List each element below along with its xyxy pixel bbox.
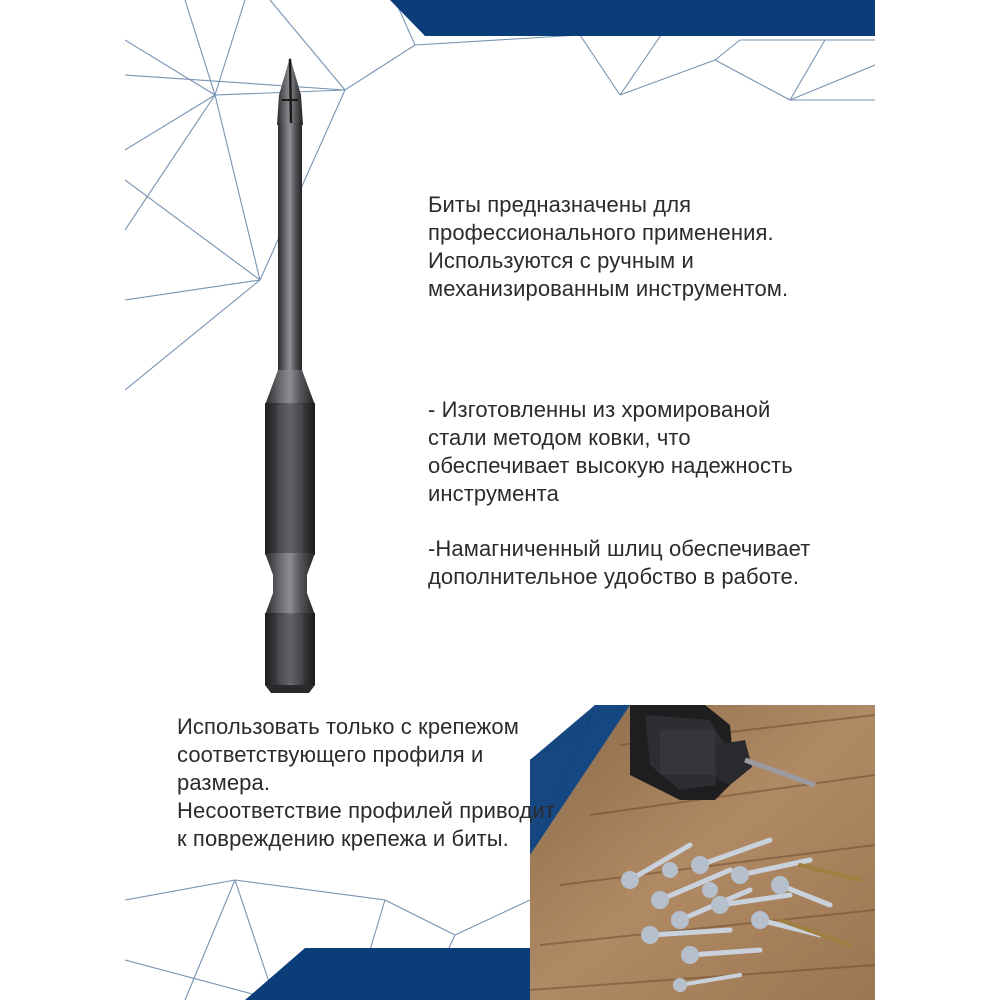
feature-magnetic-tip-text: -Намагниченный шлиц обеспечивает дополнительное удобство в работе. — [428, 536, 811, 589]
right-margin — [875, 0, 1000, 1000]
top-accent-band — [390, 0, 875, 36]
intro-text: Биты предназначены для профессионального применения. Используются с ручным и механизированным инструментом. — [428, 192, 789, 301]
product-info-card — [125, 0, 875, 1000]
usage-warning-text: Использовать только с крепежом соответствующего профиля и размера. Несоответствие профилей приводит к повреждению крепежа и биты. — [177, 714, 555, 851]
left-margin — [0, 0, 125, 1000]
drill-and-screws-photo — [530, 705, 875, 1000]
screwdriver-bit-image — [235, 45, 345, 695]
feature-chrome-steel-text: - Изготовленны из хромированой стали методом ковки, что обеспечивает высокую надежность инструмента — [428, 397, 793, 506]
